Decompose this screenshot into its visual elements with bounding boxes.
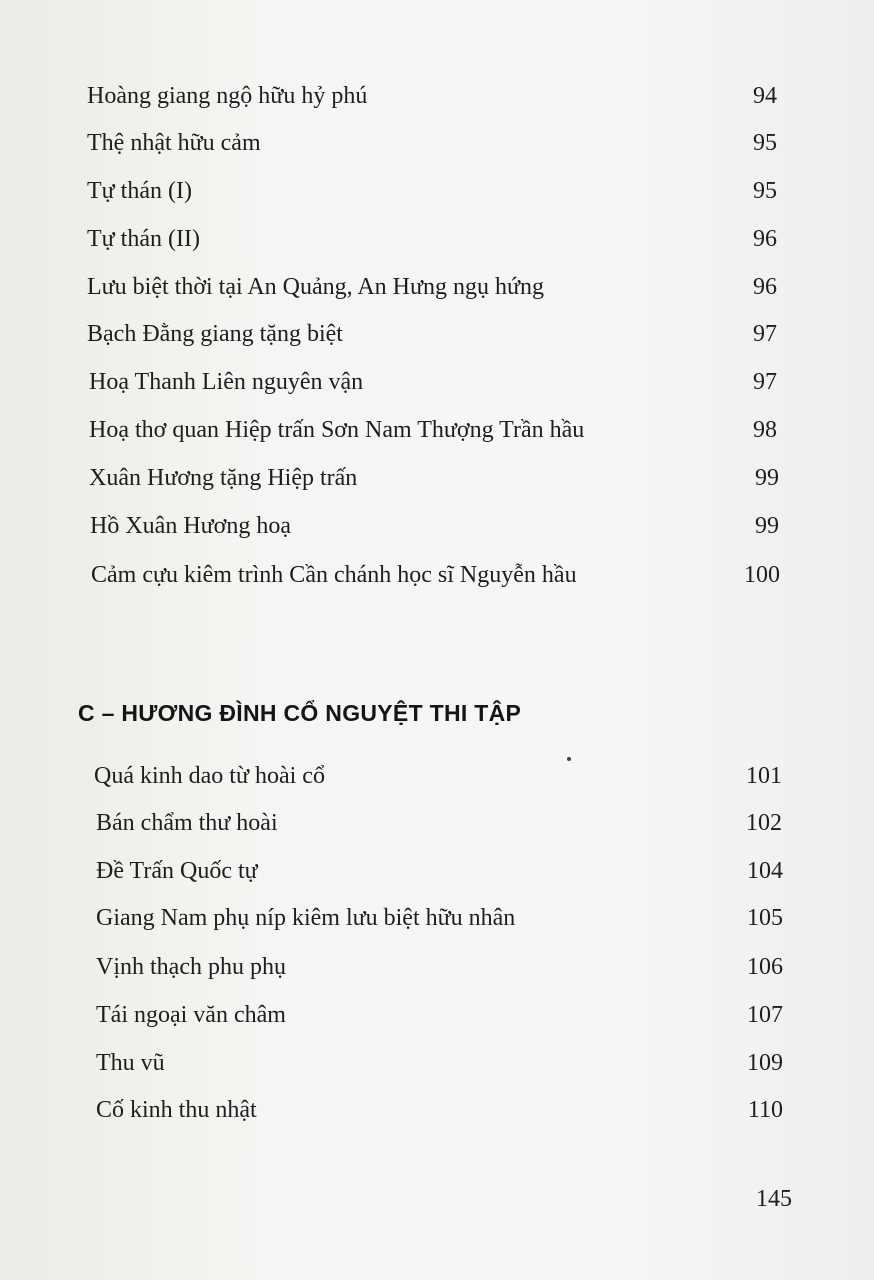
toc-entry-title: Lưu biệt thời tại An Quảng, An Hưng ngụ hứng xyxy=(87,274,545,300)
toc-entry-page: 107 xyxy=(747,1002,783,1028)
toc-entry-page: 97 xyxy=(753,321,777,347)
toc-entry-title: Tái ngoại văn châm xyxy=(96,1002,286,1028)
toc-entry-title: Bán chẩm thư hoài xyxy=(96,810,278,836)
toc-entry-title: Tự thán (II) xyxy=(87,226,200,252)
toc-entry-page: 94 xyxy=(753,83,777,109)
toc-entry-title: Xuân Hương tặng Hiệp trấn xyxy=(89,465,358,491)
toc-entry-title: Cố kinh thu nhật xyxy=(96,1097,257,1123)
toc-entry-title: Hoạ thơ quan Hiệp trấn Sơn Nam Thượng Trần hầu xyxy=(89,417,585,443)
toc-entry-title: Bạch Đằng giang tặng biệt xyxy=(87,321,343,347)
toc-entry-title: Hoàng giang ngộ hữu hỷ phú xyxy=(87,83,368,109)
toc-entry-title: Đề Trấn Quốc tự xyxy=(96,858,258,884)
ink-dot xyxy=(567,757,571,761)
toc-entry-page: 105 xyxy=(747,905,783,931)
page-number: 145 xyxy=(756,1186,792,1212)
toc-entry-title: Giang Nam phụ níp kiêm lưu biệt hữu nhân xyxy=(96,905,516,931)
toc-entry-page: 104 xyxy=(747,858,783,884)
toc-entry-page: 100 xyxy=(744,562,780,588)
toc-entry-title: Quá kinh dao từ hoài cổ xyxy=(94,763,325,789)
toc-entry-page: 98 xyxy=(753,417,777,443)
toc-entry-page: 110 xyxy=(747,1097,783,1123)
toc-entry-title: Hoạ Thanh Liên nguyên vận xyxy=(89,369,364,395)
toc-entry-title: Cảm cựu kiêm trình Cần chánh học sĩ Nguyễn hầu xyxy=(91,562,577,588)
toc-entry-page: 96 xyxy=(753,274,777,300)
toc-entry-page: 95 xyxy=(753,178,777,204)
toc-entry-page: 99 xyxy=(755,513,779,539)
toc-entry-page: 99 xyxy=(755,465,779,491)
toc-entry-page: 96 xyxy=(753,226,777,252)
toc-entry-page: 101 xyxy=(746,763,782,789)
toc-entry-page: 109 xyxy=(747,1050,783,1076)
toc-entry-page: 95 xyxy=(753,130,777,156)
toc-entry-title: Hồ Xuân Hương hoạ xyxy=(90,513,291,539)
toc-entry-title: Tự thán (I) xyxy=(87,178,192,204)
toc-entry-title: Thu vũ xyxy=(96,1050,165,1076)
section-heading: C – HƯƠNG ĐÌNH CỔ NGUYỆT THI TẬP xyxy=(78,700,522,726)
toc-entry-title: Thệ nhật hữu cảm xyxy=(87,130,261,156)
toc-entry-title: Vịnh thạch phu phụ xyxy=(96,954,286,980)
toc-entry-page: 106 xyxy=(747,954,783,980)
toc-entry-page: 102 xyxy=(746,810,782,836)
toc-entry-page: 97 xyxy=(753,369,777,395)
